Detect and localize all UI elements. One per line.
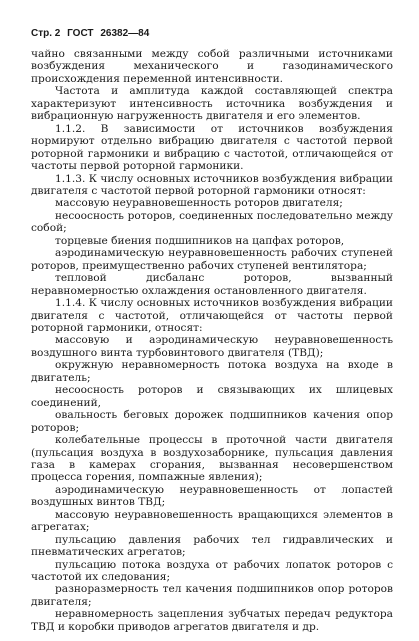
- list-item: колебательные процессы в проточной части двигателя (пульсация воздуха в воздухозаборнике, пульсация давления газа в камерах сгорания, вызванная несовершенством процесса горения, помпажные явления);: [31, 434, 393, 484]
- list-item: неравномерность зацепления зубчатых передач редуктора ТВД и коробки приводов агрегатов двигателя и др.: [31, 608, 393, 633]
- paragraph: 1.1.2. В зависимости от источников возбуждения нормируют отдельно вибрацию двигателя с частотой первой роторной гармоники и вибрацию с частотой, отличающейся от частоты первой роторной гармоники.: [31, 122, 393, 173]
- standard-label: ГОСТ: [67, 28, 94, 39]
- list-item: несоосность роторов, соединенных последовательно между собой;: [31, 209, 393, 235]
- page-header: [31, 28, 153, 39]
- list-item: пульсацию потока воздуха от рабочих лопаток роторов с частотой их следования;: [31, 558, 393, 584]
- paragraph: 1.1.4. К числу основных источников возбуждения вибрации двигателя с частотой, отличающейся от частоты первой роторной гармоники, относят:: [31, 297, 393, 334]
- standard-number: 26382—84: [100, 28, 150, 39]
- list-item: тепловой дисбаланс роторов, вызванный неравномерностью охлаждения остановленного двигателя.: [31, 272, 393, 297]
- list-item: овальность беговых дорожек подшипников качения опор роторов;: [31, 409, 393, 434]
- paragraph: Частота и амплитуда каждой составляющей спектра характеризуют интенсивность источника возбуждения и вибрационную нагруженность двигателя и его элементов.: [31, 85, 393, 123]
- list-item: массовую неуравновешенность вращающихся элементов в агрегатах;: [31, 508, 393, 534]
- body-text: [31, 48, 393, 633]
- paragraph: 1.1.3. К числу основных источников возбуждения вибрации двигателя с частотой первой роторной гармоники относят:: [31, 172, 393, 197]
- list-item: массовую и аэродинамическую неуравновешенность воздушного винта турбовинтового двигателя (ТВД);: [31, 334, 393, 359]
- list-item: аэродинамическую неуравновешенность от лопастей воздушных винтов ТВД;: [31, 483, 393, 509]
- paragraph: чайно связанными между собой различными источниками возбуждения механического и газодинамического происхождения переменной интенсивности.: [31, 48, 393, 85]
- list-item: аэродинамическую неуравновешенность рабочих ступеней роторов, преимущественно рабочих ступеней вентилятора;: [31, 247, 393, 272]
- list-item: массовую неуравновешенность роторов двигателя;: [55, 197, 343, 210]
- list-item: несоосность роторов и связывающих их шлицевых соединений,: [31, 384, 393, 409]
- list-item: разноразмерность тел качения подшипников опор роторов двигателя;: [31, 583, 393, 608]
- list-item: пульсацию давления рабочих тел гидравлических и пневматических агрегатов;: [31, 533, 393, 559]
- list-item: торцевые биения подшипников на цапфах роторов,: [55, 234, 345, 247]
- page-number-label: Стр. 2: [31, 28, 61, 39]
- list-item: окружную неравномерность потока воздуха на входе в двигатель;: [31, 359, 393, 384]
